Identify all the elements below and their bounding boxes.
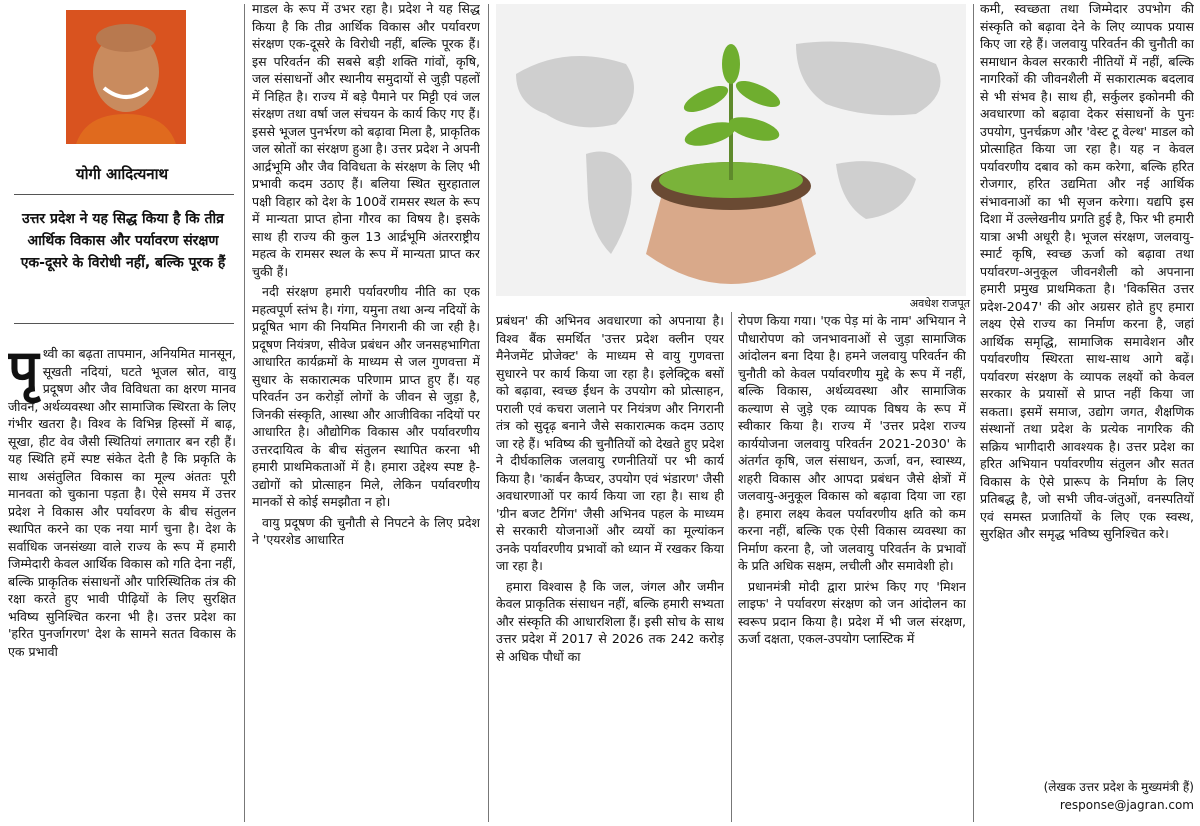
drop-cap: पृ	[8, 345, 39, 401]
article-illustration	[496, 4, 966, 296]
author-divider-top	[14, 194, 234, 195]
author-photo	[66, 10, 186, 144]
response-email: response@jagran.com	[1059, 798, 1194, 812]
article-column-2	[252, 0, 480, 826]
author-note	[980, 778, 1194, 814]
article-paragraph: वायु प्रदूषण की चुनौती से निपटने के लिए प्रदेश ने 'एयरशेड आधारित	[252, 514, 480, 547]
column-rule	[488, 4, 489, 822]
pull-quote: उत्तर प्रदेश ने यह सिद्ध किया है कि तीव्र आर्थिक विकास और पर्यावरण संरक्षण एक-दूसरे के विरोधी नहीं, बल्कि पूरक हैं	[20, 211, 226, 271]
article-paragraph: कमी, स्वच्छता तथा जिम्मेदार उपभोग की संस्कृति को बढ़ावा देने के लिए व्यापक प्रयास किए जा रहे हैं। जलवायु परिवर्तन की चुनौती का समाधान केवल सरकारी नीतियों में नहीं, बल्कि नागरिकों की जीवनशैली में सकारात्मक बदलाव से भी संभव है। साथ ही, सर्कुलर इकोनमी की अवधारणा को बढ़ावा देकर संसाधनों के पुनः उपयोग, पुनर्चक्रण और 'वेस्ट टू वेल्थ' माडल को प्रोत्साहित किया जा रहा है। यह न केवल पर्यावरणीय दबाव को कम करेगा, बल्कि हरित रोजगार, हरित उद्यमिता और नई आर्थिक संभावनाओं का भी सृजन करेगा। यद्यपि इस दिशा में उल्लेखनीय प्रगति हुई है, फिर भी हमारी यात्रा अभी अधूरी है। भूजल संरक्षण, जलवायु-स्मार्ट कृषि, स्वच्छ ऊर्जा को बढ़ावा तथा पर्यावरण-अनुकूल जीवनशैली को अपनाना हमारी प्रमुख प्राथमिकता है। 'विकसित उत्तर प्रदेश-2047' की ओर अग्रसर होते हुए हमारा लक्ष्य ऐसे राज्य का निर्माण करना है, जहां आर्थिक समृद्धि, सामाजिक समावेशन और पर्यावरणीय स्थिरता साथ-साथ आगे बढ़ें। पर्यावरण संरक्षण के व्यापक लक्ष्यों को केवल सरकार के प्रयासों से प्राप्त नहीं किया जा सकता। इसमें समाज, उद्योग जगत, शैक्षणिक संस्थानों तथा प्रदेश के प्रत्येक नागरिक की सक्रिय भागीदारी आवश्यक है। उत्तर प्रदेश का हरित अभियान पर्यावरणीय संतुलन और सतत विकास के ऐसे प्रारूप के निर्माण के लिए प्रतिबद्ध है, जो सभी जीव-जंतुओं, वनस्पतियों एवं समस्त प्रजातियों के लिए एक स्वस्थ, सुरक्षित और समृद्ध भविष्य सुनिश्चित करे।	[980, 1, 1194, 541]
article-paragraph: पृथ्वी का बढ़ता तापमान, अनियमित मानसून, सूखती नदियां, घटते भूजल स्रोत, वायु प्रदूषण और जैव विविधता का क्षरण मानव जीवन, अर्थव्यवस्था और सामाजिक स्थिरता के लिए गंभीर खतरा है। विश्व के विभिन्न हिस्सों में बाढ़, सूखा, हीट वेव जैसी स्थितियां लगातार बन रही हैं। यह स्थिति हमें स्पष्ट संकेत देती है कि प्रकृति के साथ असंतुलित विकास का मूल्य अंततः पूरी मानवता को चुकाना पड़ता है। ऐसे समय में उत्तर प्रदेश ने विकास और पर्यावरण के बीच संतुलन स्थापित करने का एक नया मार्ग चुना है। देश के सर्वाधिक जनसंख्या वाले राज्य के रूप में हमारी जिम्मेदारी केवल आर्थिक विकास को गति देना नहीं, बल्कि प्राकृतिक संसाधनों और पारिस्थितिक तंत्र की रक्षा करते हुए भावी पीढ़ियों के लिए सुरक्षित भविष्य सुनिश्चित करना भी है। उत्तर प्रदेश का 'हरित पुनर्जागरण' देश के सामने सतत विकास के एक प्रभावी	[8, 345, 236, 659]
article-column-1	[8, 345, 236, 826]
article-column-3	[496, 312, 724, 826]
author-name: योगी आदित्यनाथ	[75, 165, 169, 183]
article-paragraph: माडल के रूप में उभर रहा है। प्रदेश ने यह सिद्ध किया है कि तीव्र आर्थिक विकास और पर्यावरण संरक्षण एक-दूसरे के विरोधी नहीं, बल्कि पूरक हैं। इस परिवर्तन की सबसे बड़ी शक्ति गांवों, कृषि, जल संसाधनों और स्थानीय समुदायों से जुड़ी पहलों में निहित है। राज्य में बड़े पैमाने पर मिट्टी एवं जल संरक्षण तथा वर्षा जल संचयन के कार्य किए गए हैं। इससे भूजल पुनर्भरण को बढ़ावा मिला है, प्राकृतिक जल स्रोतों का संरक्षण हुआ है। उत्तर प्रदेश ने अपनी आर्द्रभूमि और जैव विविधता के संरक्षण के लिए भी प्रभावी कदम उठाए हैं। बलिया स्थित सुरहाताल पक्षी विहार को देश के 100वें रामसर स्थल के रूप में मान्यता प्राप्त होना गौरव का विषय है। इसके साथ ही राज्य की कुल 13 आर्द्रभूमि अंतरराष्ट्रीय महत्व के रामसर स्थल के रूप में मान्यता प्राप्त कर चुकी हैं।	[252, 1, 480, 279]
column-rule	[731, 312, 732, 822]
article-paragraph: नदी संरक्षण हमारी पर्यावरणीय नीति का एक महत्वपूर्ण स्तंभ है। गंगा, यमुना तथा अन्य नदियों के प्रदूषित भाग की नियमित निगरानी की जा रही है। प्रदूषण नियंत्रण, सीवेज प्रबंधन और जनसहभागिता आधारित कार्यक्रमों के माध्यम से जल गुणवत्ता में सुधार के सकारात्मक परिणाम प्राप्त हुए हैं। यह परिवर्तन उन करोड़ों लोगों के जीवन से जुड़ा है, जिनकी संस्कृति, आस्था और आजीविका नदियों पर आधारित है। औद्योगिक विकास और पर्यावरणीय उत्तरदायित्व के बीच संतुलन स्थापित करना भी हमारी प्राथमिकताओं में है। हमारा उद्देश्य स्पष्ट है-उद्योगों को प्रोत्साहन मिले, लेकिन पर्यावरणीय मानकों से कोई समझौता न हो।	[252, 284, 480, 509]
article-column-5	[980, 0, 1194, 774]
article-paragraph: हमारा विश्वास है कि जल, जंगल और जमीन केवल प्राकृतिक संसाधन नहीं, बल्कि हमारी सभ्यता और संस्कृति की आधारशिला हैं। इसी सोच के साथ उत्तर प्रदेश में 2017 से 2026 तक 242 करोड़ से अधिक पौधों का	[496, 578, 724, 664]
column-rule	[973, 4, 974, 822]
article-paragraph: रोपण किया गया। 'एक पेड़ मां के नाम' अभियान ने पौधारोपण को जनभावनाओं से जुड़ा सामाजिक आंदोलन बना दिया है। हमने जलवायु परिवर्तन की चुनौती को केवल पर्यावरणीय मुद्दे के रूप में नहीं, बल्कि विकास, अर्थव्यवस्था और सामाजिक कल्याण से जुड़े एक व्यापक विषय के रूप में स्वीकार किया है। राज्य में 'उत्तर प्रदेश राज्य कार्ययोजना जलवायु परिवर्तन 2021-2030' के अंतर्गत कृषि, जल संसाधन, ऊर्जा, वन, स्वास्थ्य, शहरी विकास और आपदा प्रबंधन जैसे क्षेत्रों में जलवायु-अनुकूल विकास को बढ़ावा दिया जा रहा है। हमारा लक्ष्य केवल पर्यावरणीय क्षति को कम करना नहीं, बल्कि एक ऐसी विकास व्यवस्था का निर्माण करना है, जो जलवायु परिवर्तन के प्रभावों के प्रति अधिक सक्षम, लचीली और समावेशी हो।	[738, 313, 966, 573]
photo-credit: अवधेश राजपूत	[909, 297, 970, 310]
article-column-4	[738, 312, 966, 826]
article-paragraph: प्रबंधन' की अभिनव अवधारणा को अपनाया है। विश्व बैंक समर्थित 'उत्तर प्रदेश क्लीन एयर मैनेजमेंट प्रोजेक्ट' के माध्यम से वायु गुणवत्ता सुधारने पर कार्य किया जा रहा है। इलेक्ट्रिक बसों को बढ़ावा, स्वच्छ ईंधन के उपयोग को प्रोत्साहन, पराली एवं कचरा जलाने पर नियंत्रण और निगरानी तंत्र को सुदृढ़ बनाने जैसे सकारात्मक कदम उठाए जा रहे हैं। भविष्य की चुनौतियों को देखते हुए प्रदेश ने दीर्घकालिक जलवायु रणनीतियों पर भी कार्य किया है। 'कार्बन कैप्चर, उपयोग एवं भंडारण' जैसी अवधारणाओं पर कार्य किया जा रहा है। साथ ही 'ग्रीन बजट टैगिंग' जैसी अभिनव पहल के माध्यम से सरकारी योजनाओं और व्ययों का मूल्यांकन उनके पर्यावरणीय प्रभावों को ध्यान में रखकर किया जा रहा है।	[496, 313, 724, 573]
author-designation: (लेखक उत्तर प्रदेश के मुख्यमंत्री हैं)	[1043, 780, 1194, 794]
column-rule	[244, 4, 245, 822]
article-paragraph: प्रधानमंत्री मोदी द्वारा प्रारंभ किए गए 'मिशन लाइफ' ने पर्यावरण संरक्षण को जन आंदोलन का स्वरूप प्रदान किया है। प्रदेश में भी जल संरक्षण, ऊर्जा दक्षता, एकल-उपयोग प्लास्टिक में	[738, 578, 966, 646]
author-divider-bottom	[14, 323, 234, 324]
